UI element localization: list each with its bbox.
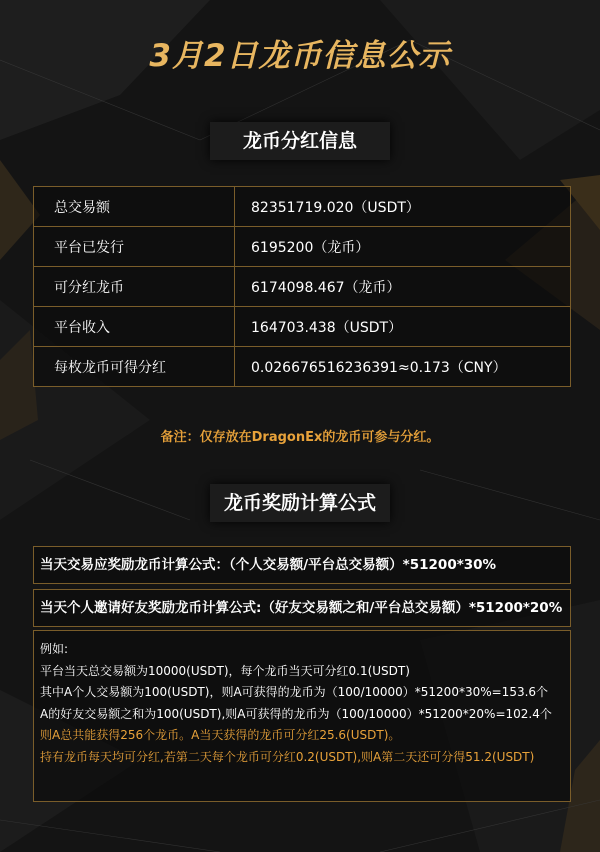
formula-trade-reward: 当天交易应奖励龙币计算公式：（个人交易额/平台总交易额）*51200*30% [33,546,571,584]
row-label: 平台收入 [34,307,235,347]
example-box [33,630,571,802]
note-text: 备注：仅存放在DragonEx的龙币可参与分红。 [160,430,440,445]
row-label: 每枚龙币可得分红 [34,347,235,387]
table-row [34,187,571,227]
table-row [34,347,571,387]
section-title-formula: 龙币奖励计算公式 [210,484,390,522]
row-value: 164703.438（USDT） [235,307,571,347]
table-row [34,227,571,267]
row-value: 0.026676516236391≈0.173（CNY） [235,347,571,387]
example-line-highlight: 则A总共能获得256个龙币。A当天获得的龙币可分红25.6(USDT)。 [40,728,401,742]
row-value: 6195200（龙币） [235,227,571,267]
formula-invite-reward: 当天个人邀请好友奖励龙币计算公式:（好友交易额之和/平台总交易额）*51200*20% [33,589,571,627]
example-line-highlight: 持有龙币每天均可分红,若第二天每个龙币可分红0.2(USDT),则A第二天还可分得51.2(USDT) [40,749,535,764]
table-row [34,267,571,307]
row-value: 6174098.467（龙币） [235,267,571,307]
example-line: 平台当天总交易额为10000(USDT)，每个龙币当天可分红0.1(USDT) [40,663,410,678]
section-title-dividend: 龙币分红信息 [210,122,390,160]
page-title: 3月2日龙币信息公示 [149,38,451,74]
row-label: 平台已发行 [34,227,235,267]
example-line: A的好友交易额之和为100(USDT),则A可获得的龙币为（100/10000）*51200*20%=102.4个 [40,706,552,721]
example-heading: 例如: [40,642,69,656]
row-label: 总交易额 [34,187,235,227]
table-row [34,307,571,347]
example-line: 其中A个人交易额为100(USDT)，则A可获得的龙币为（100/10000）*51200*30%=153.6个 [40,685,549,699]
row-label: 可分红龙币 [34,267,235,307]
dividend-table [33,186,571,387]
row-value: 82351719.020（USDT） [235,187,571,227]
